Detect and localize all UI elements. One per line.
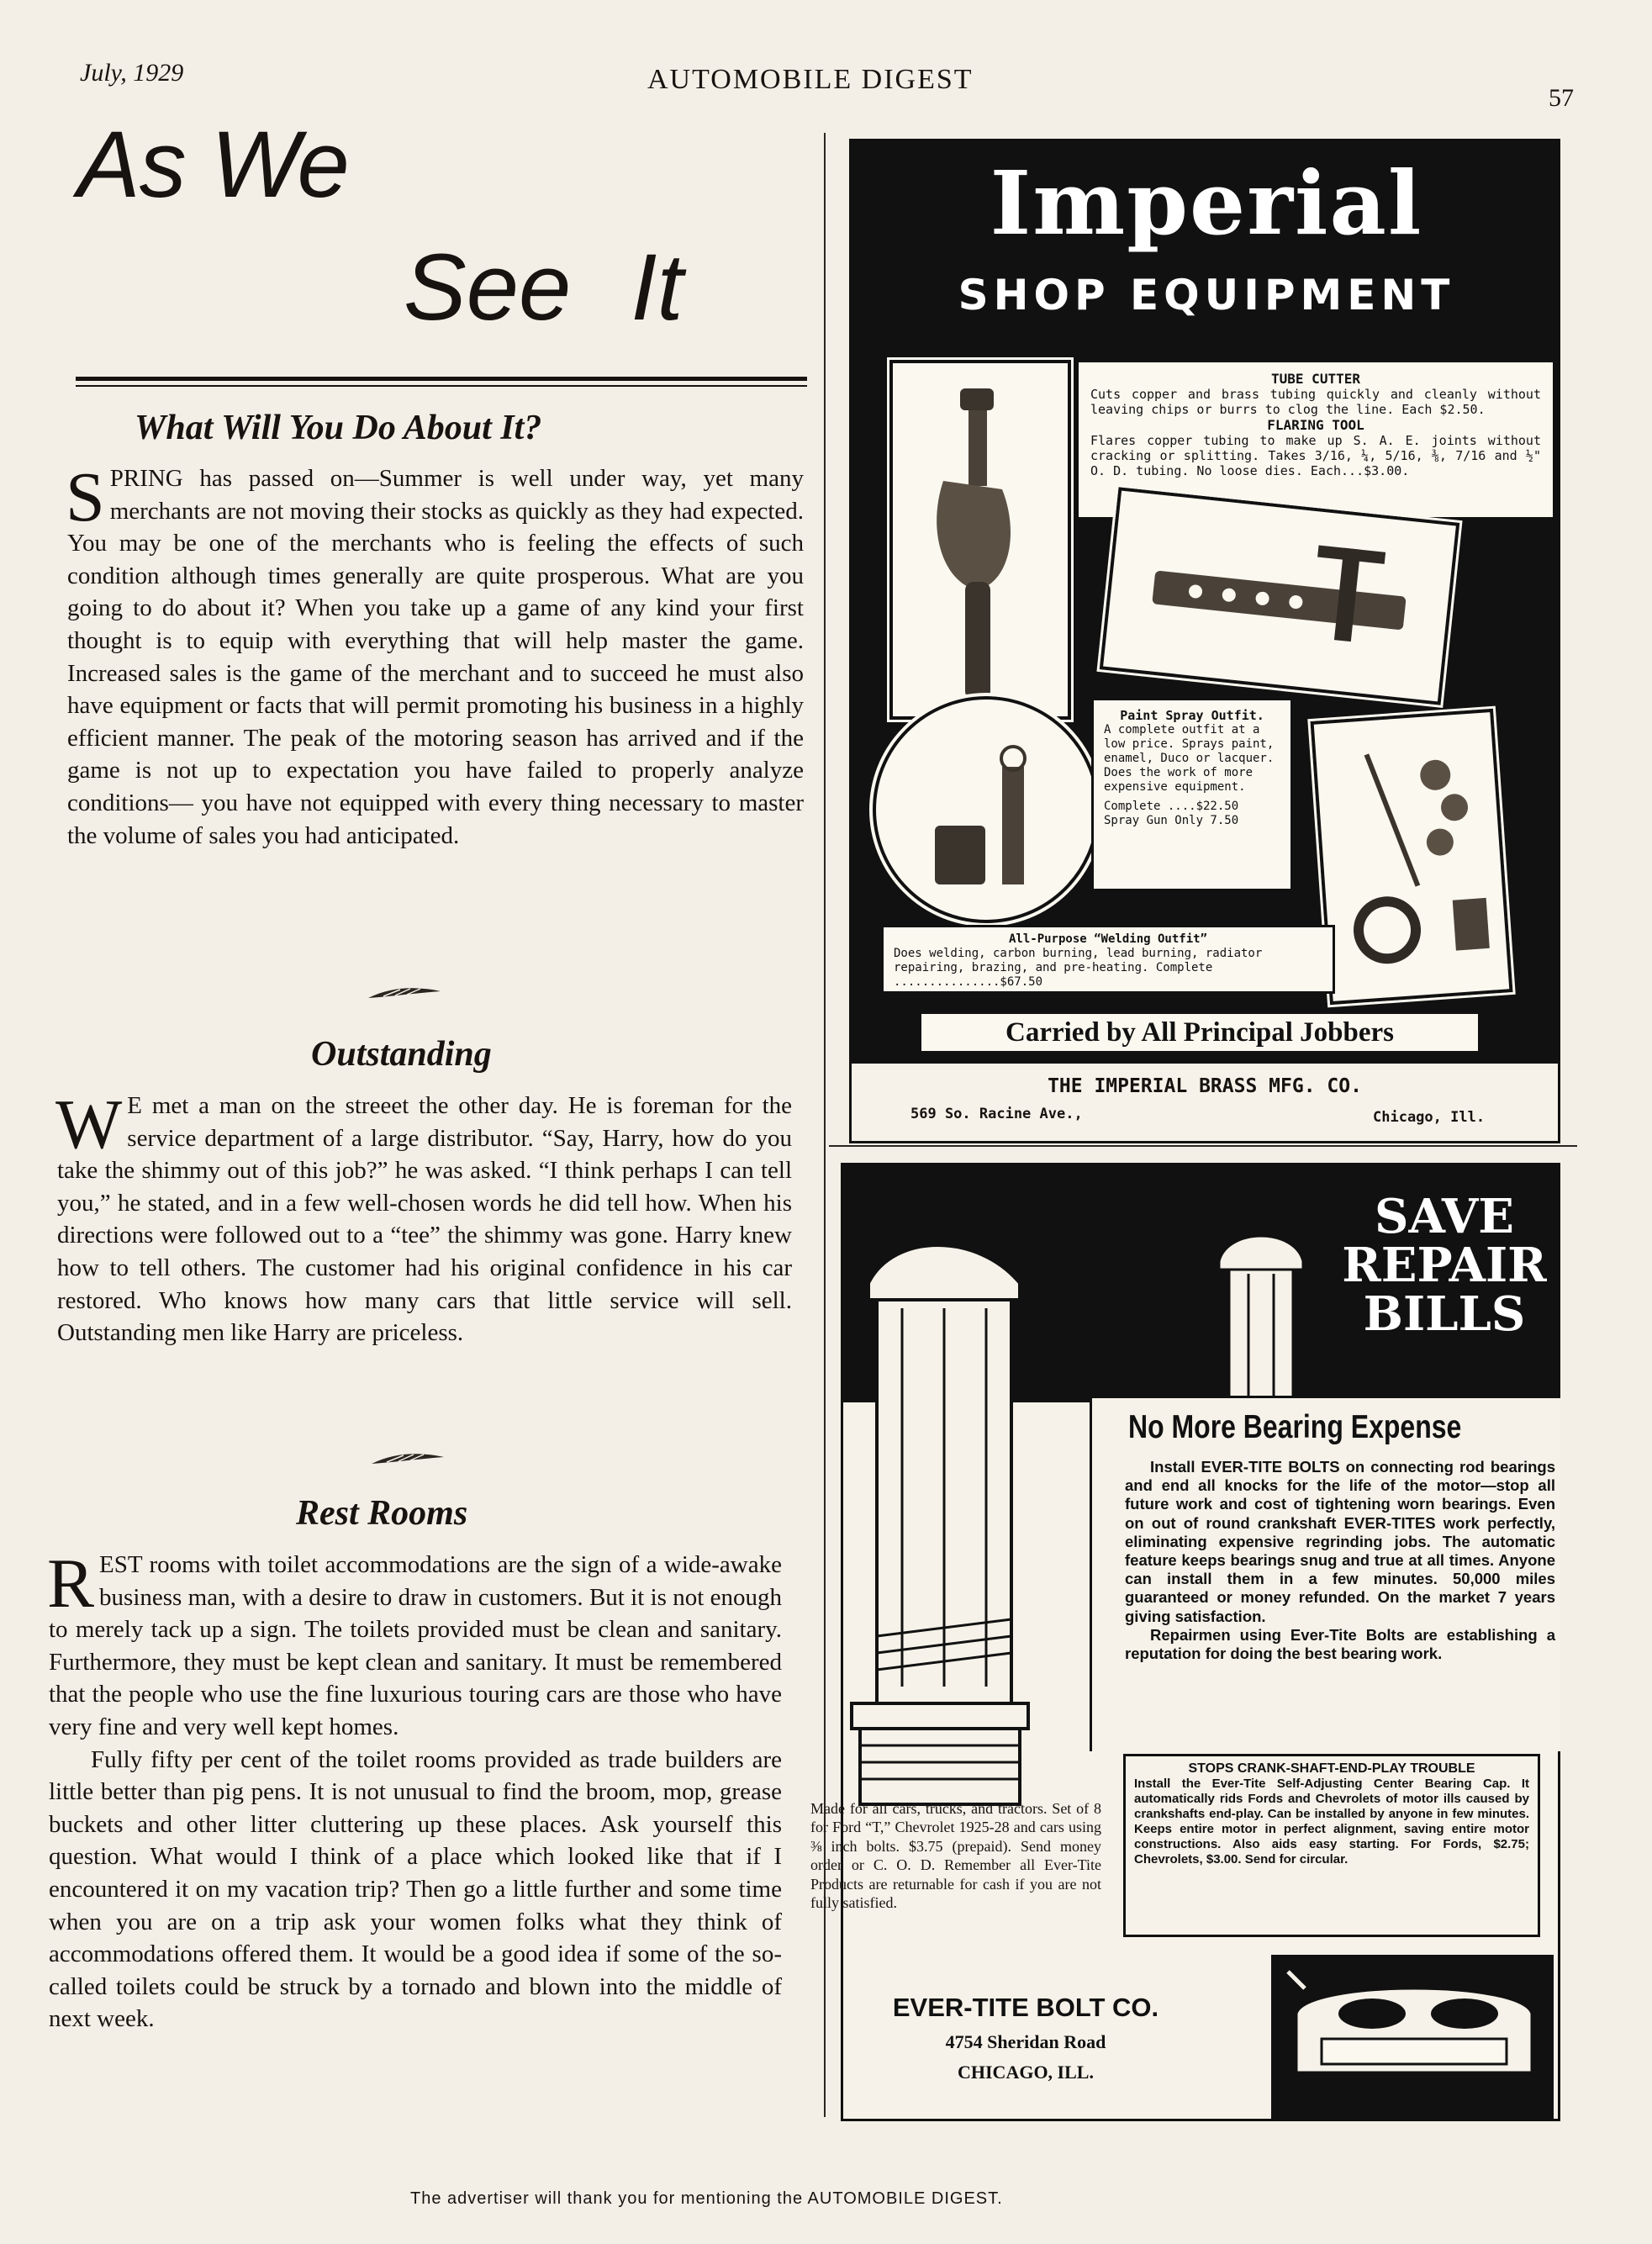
drop-cap-2: W — [55, 1085, 123, 1164]
ornament-divider-1 — [367, 974, 442, 1013]
article-text-3: EST rooms with toilet accommodations are the sign of a wide-awake business man, with a desire to draw in customers. But it is not enough to merely tack up a sign. The toilets provided must be clean and sanitary. Furthermore, they must be kept clean and sanitary. It must be remembered that the people who use the fine luxurious touring cars are those who have very fine and very well kept homes. — [49, 1551, 782, 1740]
paint-spray-photo — [873, 696, 1100, 923]
ornament-divider-2 — [370, 1439, 446, 1479]
drop-cap-1: S — [66, 458, 105, 536]
article-body-2 — [55, 1085, 792, 1349]
crankshaft-text: Install the Ever-Tite Self-Adjusting Center Bearing Cap. It automatically rids Fords and Chevrolets of motor ills caused by crankshafts end-play. Can be installed by anyone in few minutes. Keeps entire motor in perfect alignment, saving entire motor constructions. Also aids easy starting. For Fords, $2.75; Chevrolets, $3.00. Send for circular. — [1134, 1777, 1529, 1866]
paint-spray-text: A complete outfit at a low price. Sprays paint, enamel, Duco or lacquer. Does the work of more expensive equipment. — [1104, 723, 1275, 794]
evertite-body — [1125, 1458, 1555, 1663]
bolt-illustration — [843, 1165, 1087, 1821]
made-for-text: Made for all cars, trucks, and tractors. Set of 8 for Ford “T,” Chevrolet 1925-28 and cars using ⅜ inch bolts. $3.75 (prepaid). Send money order or C. O. D. Remember all Ever-Tite Products are returnable for cash if you are not fully satisfied. — [810, 1800, 1101, 1912]
paint-spray-complete-price: Complete ....$22.50 — [1104, 800, 1239, 813]
article-heading-1: What Will You Do About It? — [135, 409, 542, 447]
tube-cutter-title: TUBE CUTTER — [1271, 371, 1360, 387]
masthead-line-1: As We — [77, 112, 349, 217]
masthead-rule-thin — [76, 385, 807, 387]
jobbers-band: Carried by All Principal Jobbers — [919, 1011, 1480, 1053]
page-number: 57 — [1549, 84, 1574, 112]
tube-cutter-text: Cuts copper and brass tubing quickly and cleanly without leaving chips or burrs to clog the line. Each $2.50. — [1090, 387, 1541, 417]
flaring-tool-photo — [1100, 487, 1460, 705]
article-text-3b: Fully fifty per cent of the toilet rooms provided as trade builders are little better than pig pens. It is not unusual to find the broom, mop, grease buckets and other litter cluttering up these places. Ask yourself this question. What would I think of a place which looked like that if I encountered it on my vacation trip? Then go a little further and some time when you are on a trip ask your women folks what they think of accommodations offered them. It would be a good idea if some of the so-called toilets could be struck by a tornado and blown into the middle of next week. — [49, 1745, 782, 2033]
imperial-address: 569 So. Racine Ave., — [910, 1106, 1083, 1122]
imperial-subtitle: SHOP EQUIPMENT — [958, 271, 1455, 319]
save-repair-bills — [1339, 1189, 1549, 1342]
crankshaft-box — [1123, 1754, 1540, 1937]
welding-text: Does welding, carbon burning, lead burning, radiator repairing, brazing, and pre-heating. Complete ...............$67.50 — [894, 947, 1263, 989]
tube-cutter-photo — [889, 360, 1071, 720]
evertite-headline: No More Bearing Expense — [1128, 1409, 1462, 1445]
article-body-1 — [66, 458, 804, 852]
drop-cap-3: R — [47, 1544, 95, 1623]
evertite-body-text-2: Repairmen using Ever-Tite Bolts are establishing a reputation for doing the best bearing work. — [1125, 1625, 1555, 1663]
evertite-city: CHICAGO, ILL. — [958, 2062, 1094, 2083]
paint-spray-text-box — [1091, 698, 1293, 891]
article-text-2: E met a man on the streeet the other day. He is foreman for the service department of a large distributor. “Say, Harry, how do you take the shimmy out of this job?” he was asked. “I think perhaps I can tell you,” he stated, and in a few well-chosen words he did tell how. When his directions were followed out to a “tee” the shimmy was gone. Harry knew how to tell others. The customer had his original confidence in his car restored. Who knows how many cars that little service will sell. Outstanding men like Harry are priceless. — [57, 1092, 792, 1347]
flaring-tool-text: Flares copper tubing to make up S. A. E. joints without cracking or splitting. Takes 3/16, ¼, 5/16, ⅜, 7/16 and ½" O. D. tubing. No loose dies. Each...$3.00. — [1090, 433, 1541, 478]
paint-spray-gun-price: Spray Gun Only 7.50 — [1104, 814, 1239, 827]
evertite-company-block — [841, 1993, 1211, 2083]
welding-title: All-Purpose “Welding Outfit” — [1008, 932, 1207, 946]
evertite-company: EVER-TITE BOLT CO. — [892, 1993, 1159, 2022]
ad-separator-rule — [829, 1145, 1577, 1147]
evertite-address: 4754 Sheridan Road — [945, 2031, 1106, 2052]
masthead-rule — [76, 377, 807, 381]
article-heading-3: Rest Rooms — [296, 1494, 468, 1533]
flaring-tool-title: FLARING TOOL — [1267, 417, 1364, 433]
welding-outfit-photo — [1310, 709, 1512, 1005]
imperial-logo: Imperial — [990, 151, 1423, 255]
magazine-title: AUTOMOBILE DIGEST — [647, 64, 974, 95]
crankshaft-title: STOPS CRANK-SHAFT-END-PLAY TROUBLE — [1188, 1761, 1475, 1776]
footer-note: The advertiser will thank you for mentioning the AUTOMOBILE DIGEST. — [410, 2189, 1003, 2208]
issue-date: July, 1929 — [80, 59, 184, 87]
save-line-2: REPAIR — [1342, 1238, 1547, 1293]
article-body-3 — [47, 1544, 782, 2035]
article-heading-2: Outstanding — [311, 1035, 492, 1074]
save-line-3: BILLS — [1363, 1286, 1526, 1342]
paint-spray-title: Paint Spray Outfit. — [1120, 708, 1264, 723]
bearing-cap-illustration — [1271, 1955, 1554, 2119]
evertite-body-text: Install EVER-TITE BOLTS on connecting rod bearings and end all knocks for the life of the motor—stop all future work and cost of tightening worn bearings. Even on out of round crankshaft EVER-TITES work perfectly, eliminating expensive regrinding jobs. The automatic feature keeps bearings snug and true at all times. Anyone can install them in a few minutes. 50,000 miles guaranteed or money refunded. On the market 7 years giving satisfaction. — [1125, 1458, 1555, 1625]
second-bolt-illustration — [1211, 1211, 1312, 1400]
article-text-1: PRING has passed on—Summer is well under way, yet many merchants are not moving their stocks as quickly as they had expected. You may be one of the merchants who is feeling the effects of such condition although times generally are quite prosperous. What are you going to do about it? When you take up a game of any kind your first thought is to equip with everything that will help master the game. Increased sales is the game of the merchant and to succeed he must also have equipment or facts that will permit promoting his business in a highly efficient manner. The peak of the motoring season has arrived and if the game is not up to expectation you have failed to properly analyze conditions— you have not equipped with every thing necessary to master the volume of sales you had anticipated. — [67, 465, 804, 849]
imperial-company-block — [849, 1061, 1560, 1143]
save-line-1: SAVE — [1375, 1189, 1514, 1244]
welding-text-box — [881, 925, 1335, 994]
imperial-city: Chicago, Ill. — [1373, 1109, 1486, 1126]
masthead-line-2: See It — [404, 235, 683, 340]
imperial-company: THE IMPERIAL BRASS MFG. CO. — [1048, 1075, 1362, 1097]
